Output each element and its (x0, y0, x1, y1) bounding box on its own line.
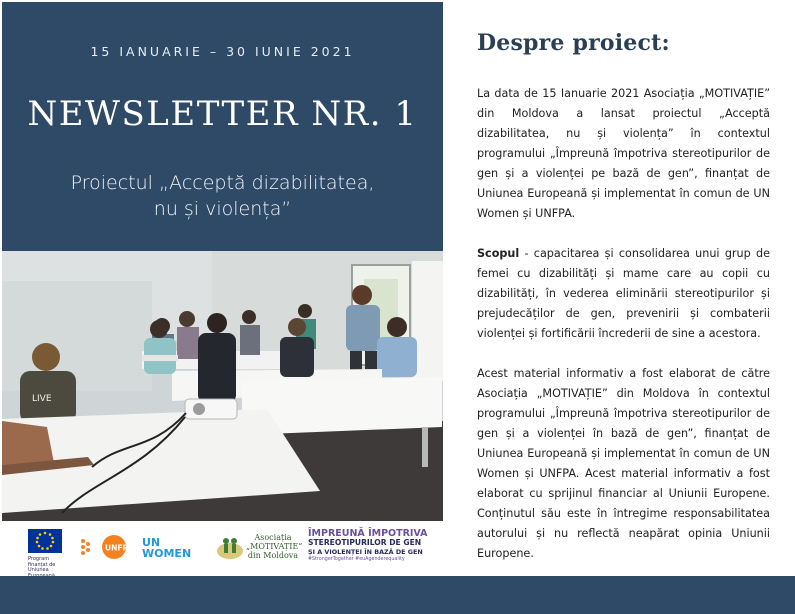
motivatie-line-2: „MOTIVAȚIE” (246, 542, 303, 551)
training-photo-illustration (2, 251, 443, 521)
unfpa-logo (78, 535, 134, 573)
campaign-tags: #StrongerTogether #euAgenderequality (308, 556, 405, 562)
scope-label: Scopul (477, 247, 520, 260)
unfpa-text: UNFPA (105, 543, 134, 553)
unwomen-un: UN (142, 536, 161, 549)
about-project-section (477, 30, 770, 584)
motivatie-emblem-icon (216, 533, 244, 561)
newsletter-header (2, 2, 443, 251)
footer-bar (0, 576, 795, 614)
scope-text: - capacitarea și consolidarea unui grup de femei cu dizabilități și mame care au copii cu dizabilități, în vederea eliminării stereotipurilor și prejudecăților de gen, prevenirii și combaterii violenței și fortificării încrederii de sine a acestora. (477, 247, 770, 340)
motivatie-line-1: Asociația (254, 533, 292, 542)
project-dates: 15 IANUARIE – 30 IUNIE 2021 (90, 44, 355, 59)
training-photo (2, 251, 443, 521)
newsletter-title: NEWSLETTER NR. 1 (27, 94, 418, 134)
eu-flag-icon (28, 529, 62, 553)
unwomen-women: WOMEN (142, 547, 192, 560)
unfpa-icon (78, 535, 134, 559)
about-heading: Despre proiect: (477, 30, 670, 56)
campaign-line-2: STEREOTIPURILOR DE GEN (308, 538, 422, 547)
shirt-text: LIVE (32, 394, 52, 404)
campaign-line-3: ȘI A VIOLENȚEI ÎN BAZĂ DE GEN (308, 547, 423, 556)
subtitle-line-1: Proiectul „Acceptă dizabilitatea, (70, 172, 375, 194)
motivatie-text (246, 533, 303, 560)
subtitle-line-2: nu și violența” (153, 198, 292, 220)
motivatie-line-3: din Moldova (247, 551, 299, 560)
motivatie-logo (216, 529, 303, 567)
unwomen-logo (142, 537, 202, 575)
eu-caption: Program finanțat de Uniunea (28, 556, 56, 573)
about-paragraph-disclaimer: Acest material informativ a fost elaborat de către Asociația „MOTIVAȚIE” din Moldova în contextul programului „Împreună împotriva stereotipurilor de gen și a violenței în bază de gen”, finanțat de Uniunea Europeană și implementat în comun de UN Women și UNFPA. Acest material informativ a fost elaborat cu sprijinul financiar al Uniunii Europene. Conținutul său este în întregime responsabilitatea autorului și nu reflectă neapărat opinia Uniunii Europene. (477, 367, 770, 560)
campaign-logo (308, 529, 440, 567)
project-subtitle (22, 170, 423, 222)
campaign-line-1: ÎMPREUNĂ ÎMPOTRIVA (308, 528, 428, 539)
about-paragraph-scope (477, 244, 770, 344)
eu-logo (28, 529, 62, 573)
about-paragraph-launch: La data de 15 Ianuarie 2021 Asociația „MOTIVAȚIE” din Moldova a lansat proiectul „Acceptă dizabilitatea, nu și violența” în contextul programului „Împreună împotriva stereotipurilor de gen și a violenței pe bază de gen”, finanțat de Uniunea Europeană și implementat în comun de UN Women și UNFPA. (477, 87, 770, 220)
partner-logos-bar (2, 521, 443, 575)
